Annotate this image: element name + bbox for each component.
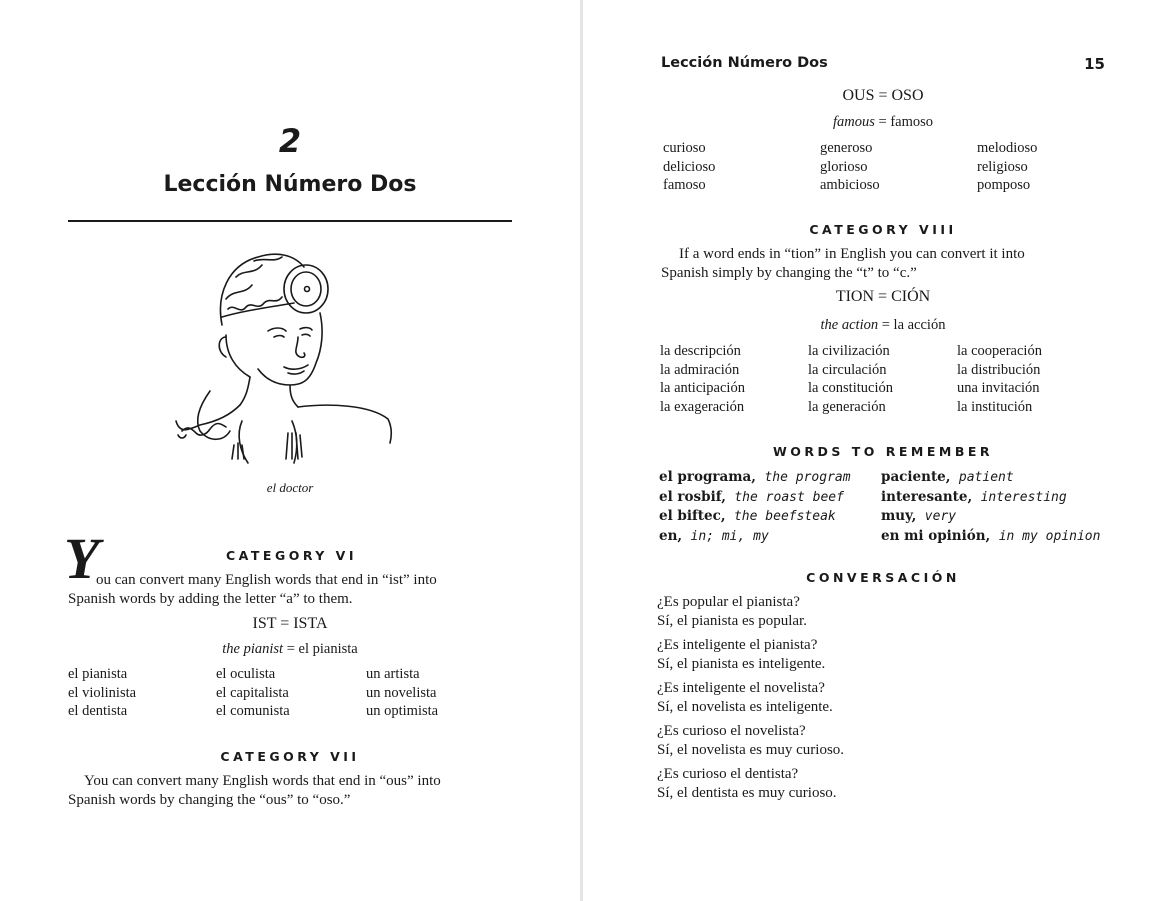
category-vi-heading: CATEGORY VI	[226, 548, 357, 563]
category-viii-word-grid	[660, 342, 1077, 416]
category-vii-intro-line2: Spanish words by changing the “ous” to “oso.”	[68, 792, 351, 808]
word-item: la anticipación	[660, 380, 745, 396]
vocab-spanish: el rosbif,	[659, 488, 726, 505]
conversacion-heading: CONVERSACIÓN	[806, 570, 960, 585]
conversation-list	[657, 593, 844, 808]
word-item: la circulación	[808, 361, 887, 378]
word-item: ambicioso	[820, 177, 880, 193]
category-viii-equation: TION = CIÓN	[835, 288, 931, 305]
question: ¿Es curioso el dentista?	[657, 766, 799, 782]
category-vii-intro-line1: You can convert many English words that end in “ous” into	[84, 773, 441, 789]
vocab-item	[659, 468, 881, 488]
word-item: un artista	[366, 666, 420, 682]
category-viii-heading: CATEGORY VIII	[809, 222, 957, 237]
vocab-spanish: interesante,	[881, 488, 973, 505]
answer: Sí, el dentista es muy curioso.	[657, 784, 837, 801]
word-item: la generación	[808, 398, 886, 415]
word-item: el dentista	[68, 703, 128, 719]
doctor-illustration	[170, 245, 410, 475]
conversation-pair	[657, 765, 844, 802]
vocab-english: in; mi, my	[690, 528, 769, 544]
chapter-title: Lección Número Dos	[163, 172, 417, 197]
vocab-english: in my opinion	[998, 528, 1101, 544]
word-item: el oculista	[216, 666, 276, 682]
word-item: la distribución	[957, 361, 1041, 378]
word-item: el pianista	[68, 666, 128, 682]
conversation-pair	[657, 636, 844, 673]
conversation-pair	[657, 593, 844, 630]
drop-cap: Y	[64, 526, 100, 591]
word-item: la descripción	[660, 343, 741, 359]
word-item: un optimista	[366, 703, 439, 719]
word-item: la admiración	[660, 361, 740, 378]
category-viii-intro-line1: If a word ends in “tion” in English you can convert it into	[679, 246, 1025, 262]
word-item: pomposo	[977, 177, 1031, 193]
running-head: Lección Número Dos	[661, 55, 828, 71]
vocab-item	[881, 527, 1111, 547]
ous-equation: OUS = OSO	[842, 87, 924, 104]
example-spanish: = la acción	[878, 317, 946, 333]
word-item: religioso	[977, 158, 1028, 175]
vocab-english: the beefsteak	[733, 509, 836, 524]
chapter-rule	[68, 220, 512, 222]
answer: Sí, el novelista es muy curioso.	[657, 741, 845, 758]
example-english: famous	[832, 114, 875, 130]
category-vi-example	[0, 641, 580, 658]
word-item: delicioso	[663, 158, 716, 175]
word-item: curioso	[663, 140, 706, 156]
ous-example	[583, 114, 1174, 131]
answer: Sí, el pianista es popular.	[657, 612, 807, 629]
question: ¿Es inteligente el novelista?	[657, 680, 825, 696]
vocab-item	[881, 488, 1111, 508]
word-item: glorioso	[820, 158, 868, 175]
word-item: el capitalista	[216, 684, 289, 701]
chapter-number: 2	[278, 122, 302, 160]
ous-word-grid	[663, 139, 1097, 195]
example-spanish: = el pianista	[283, 641, 358, 657]
word-item: la civilización	[808, 343, 890, 359]
category-vi-word-grid	[68, 665, 486, 721]
category-vi-intro-line2: Spanish words by adding the letter “a” to them.	[68, 591, 353, 607]
conversation-pair	[657, 679, 844, 716]
conversation-pair	[657, 722, 844, 759]
illustration-caption: el doctor	[266, 480, 314, 495]
question: ¿Es curioso el novelista?	[657, 723, 806, 739]
category-viii-intro-line2: Spanish simply by changing the “t” to “c.”	[661, 265, 917, 281]
vocab-spanish: el programa,	[659, 469, 757, 485]
vocab-spanish: paciente,	[881, 469, 951, 485]
category-viii-example	[583, 317, 1174, 334]
vocab-english: patient	[958, 470, 1014, 485]
left-page	[0, 0, 580, 901]
question: ¿Es inteligente el pianista?	[657, 637, 818, 653]
word-item: una invitación	[957, 380, 1040, 396]
example-spanish: = famoso	[874, 114, 934, 130]
right-page	[583, 0, 1174, 901]
word-item: la constitución	[808, 380, 893, 396]
words-to-remember-heading: WORDS TO REMEMBER	[772, 444, 994, 459]
vocab-item	[659, 527, 881, 547]
vocab-item	[881, 468, 1111, 488]
vocab-item	[881, 507, 1111, 527]
vocab-item	[659, 488, 881, 508]
category-vi-equation: IST = ISTA	[252, 615, 328, 632]
category-vii-heading: CATEGORY VII	[220, 749, 360, 764]
question: ¿Es popular el pianista?	[657, 594, 800, 610]
vocab-spanish: el biftec,	[659, 508, 726, 524]
vocab-english: interesting	[980, 489, 1067, 505]
vocab-spanish: muy,	[881, 508, 917, 524]
example-english: the pianist	[222, 641, 284, 657]
page-number: 15	[1084, 55, 1105, 73]
vocab-spanish: en,	[659, 527, 683, 544]
category-vi-intro-line1: ou can convert many English words that end in “ist” into	[96, 572, 437, 588]
word-item: generoso	[820, 140, 873, 156]
word-item: la exageración	[660, 398, 745, 415]
words-to-remember-grid	[659, 468, 1111, 546]
vocab-english: the roast beef	[734, 489, 844, 505]
word-item: la cooperación	[957, 343, 1042, 359]
word-item: el violinista	[68, 684, 137, 701]
word-item: el comunista	[216, 703, 290, 719]
word-item: famoso	[663, 177, 706, 193]
word-item: un novelista	[366, 684, 437, 701]
vocab-spanish: en mi opinión,	[881, 527, 991, 544]
vocab-english: very	[924, 509, 957, 524]
example-english: the action	[820, 317, 879, 333]
vocab-item	[659, 507, 881, 527]
vocab-english: the program	[764, 470, 851, 485]
answer: Sí, el pianista es inteligente.	[657, 655, 826, 672]
word-item: la institución	[957, 398, 1033, 415]
word-item: melodioso	[977, 140, 1038, 156]
answer: Sí, el novelista es inteligente.	[657, 698, 833, 715]
